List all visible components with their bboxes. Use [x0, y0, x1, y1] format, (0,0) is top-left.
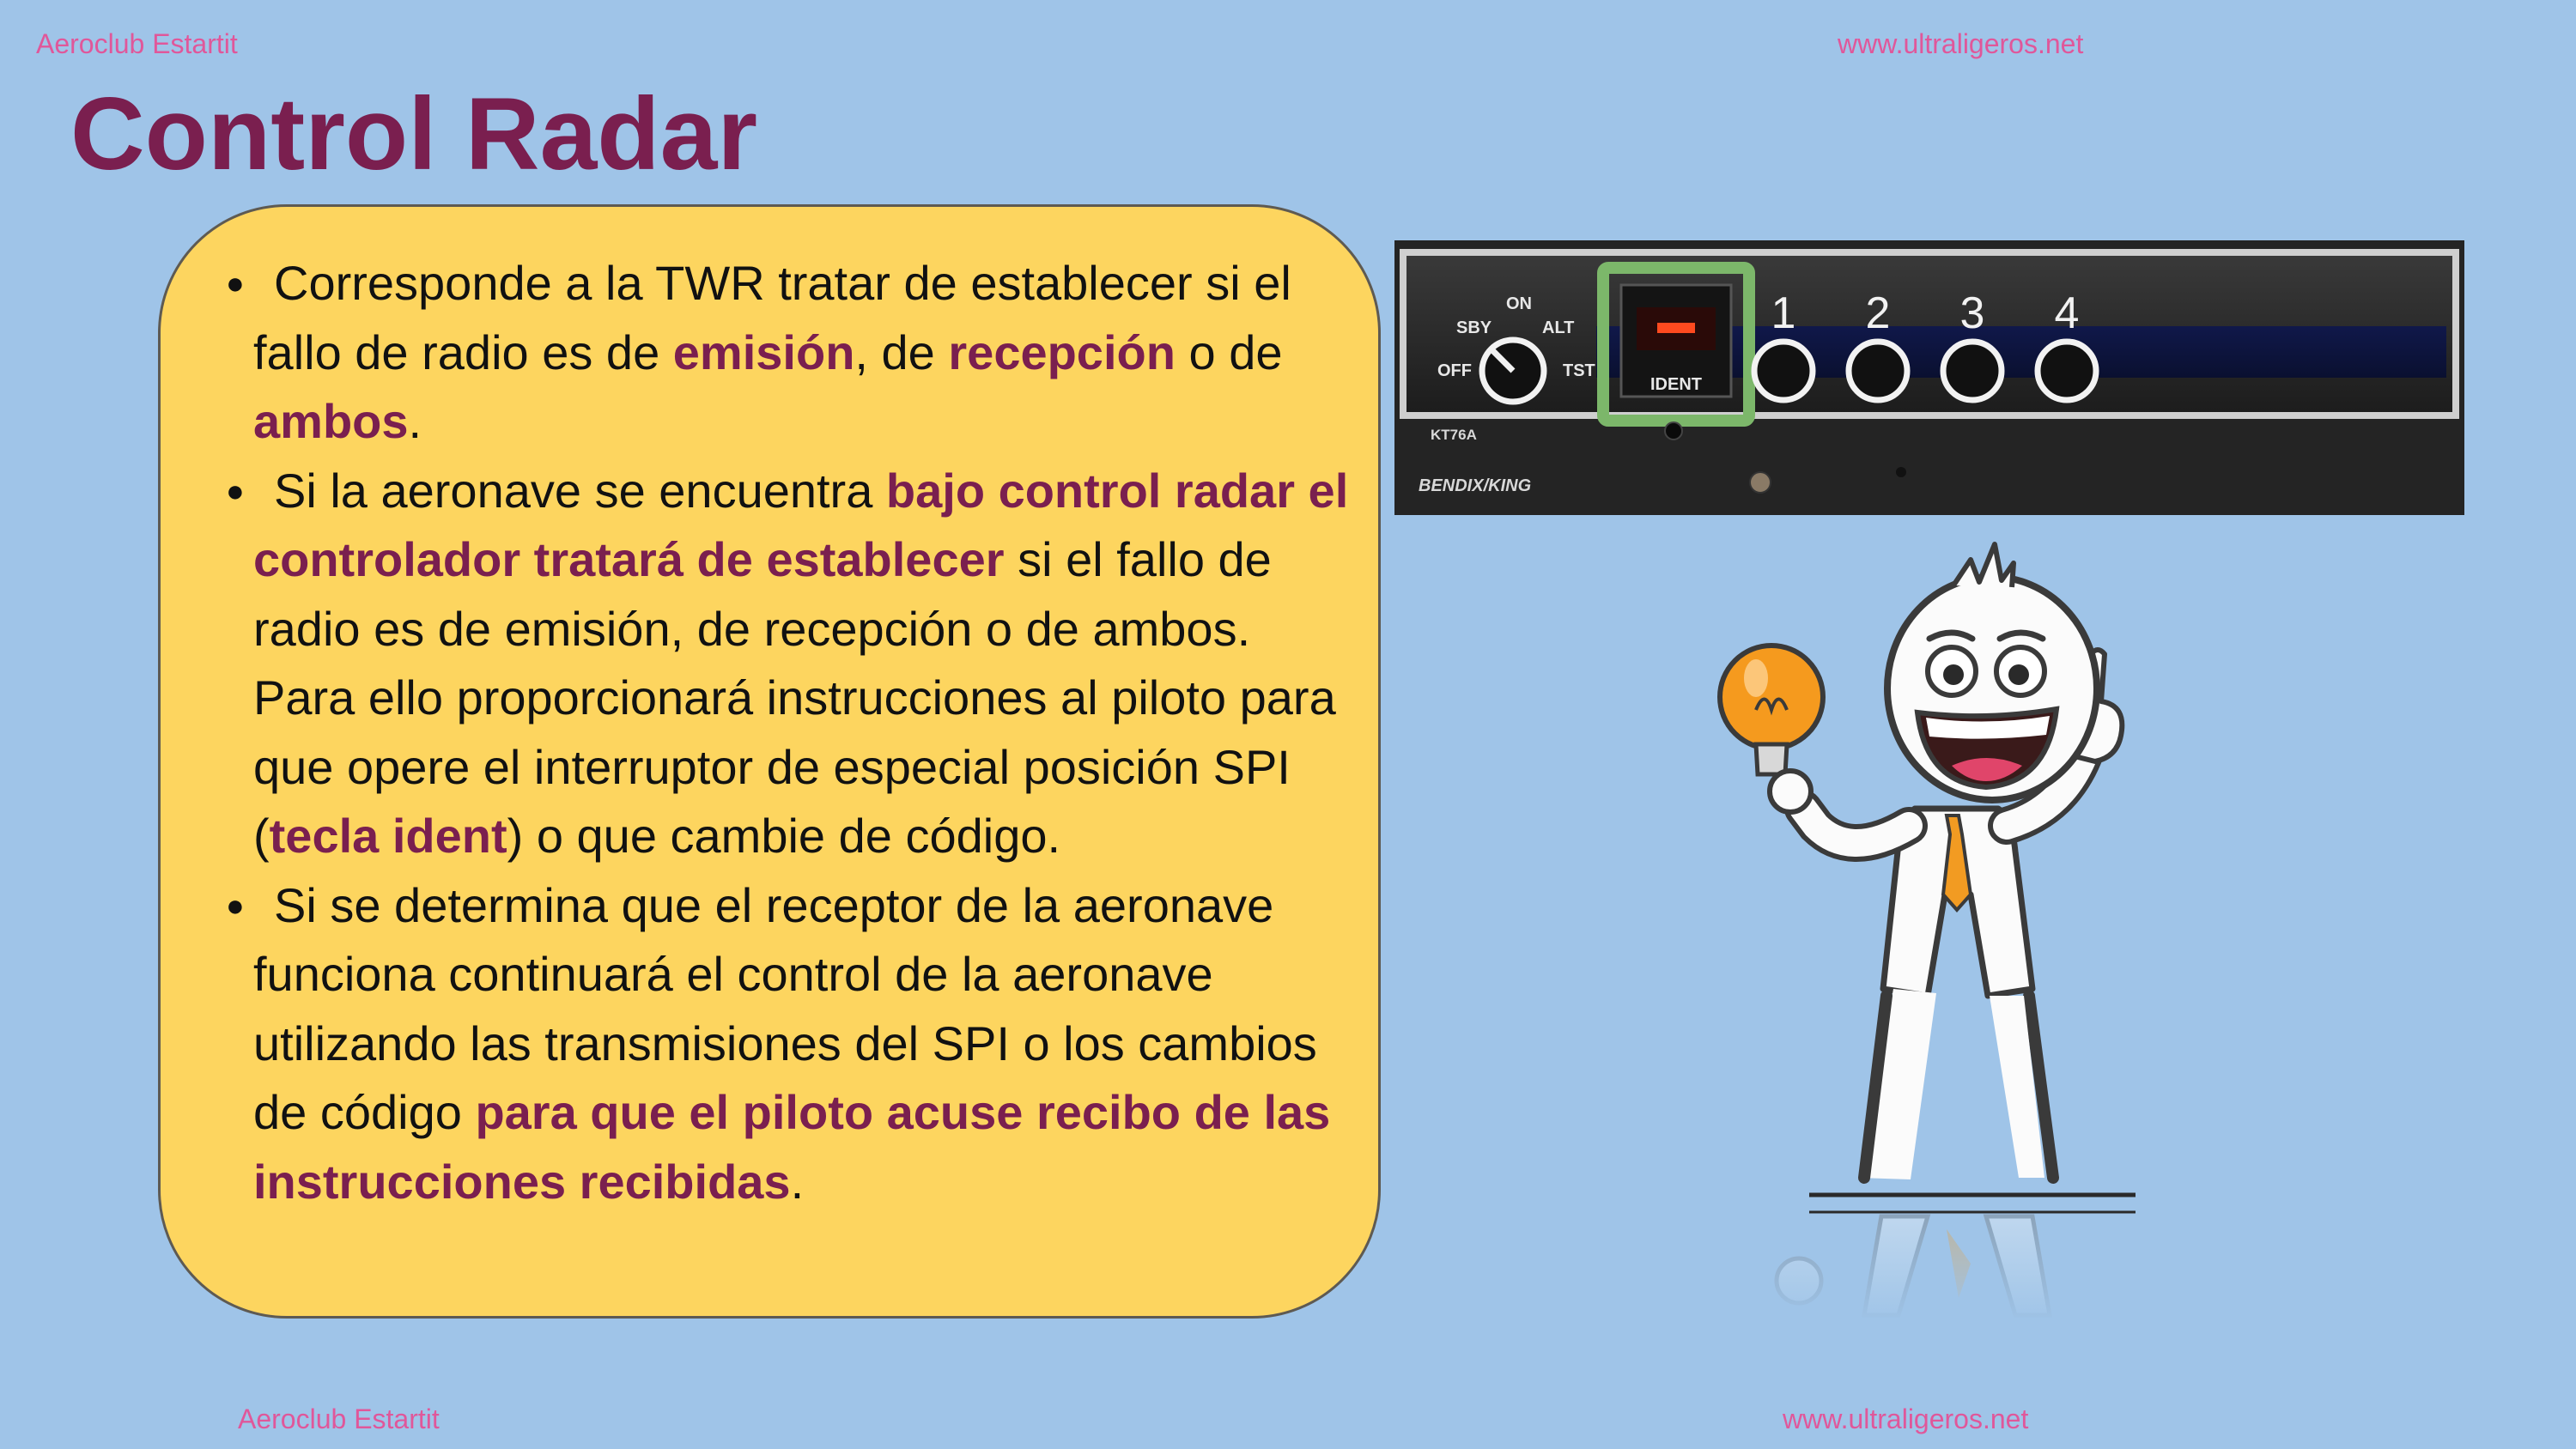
lightbulb-icon [1720, 646, 1823, 774]
character-figure [1720, 544, 2122, 1179]
code-digit-label: 1 [1771, 288, 1796, 338]
code-digit-label: 4 [2054, 288, 2080, 338]
bullet-highlight-text: emisión [672, 324, 855, 379]
brand-label: BENDIX/KING [1419, 476, 1532, 495]
bullet-item [226, 871, 1359, 1217]
mode-selector-knob[interactable] [1482, 340, 1544, 402]
bullet-dot-icon: ● [226, 472, 245, 508]
bullet-highlight-text: para que el piloto acuse recibo de las instrucciones recibidas [253, 1085, 1331, 1209]
model-label: KT76A [1431, 427, 1477, 443]
bullet-text: si el fallo de radio es de emisión, de recepción o de ambos. Para ello proporcionará instrucciones al piloto para que opere el interruptor de especial posición SPI ( [253, 532, 1336, 863]
bullet-text: . [790, 1154, 805, 1209]
bulb-hand [1770, 771, 1811, 812]
slide-title: Control Radar [70, 76, 758, 191]
code-digit-label: 3 [1959, 288, 1985, 338]
bullet-text: Si la aeronave se encuentra [274, 463, 886, 518]
bullet-text: ) o que cambie de código. [507, 809, 1061, 863]
bullet-text: Corresponde a la TWR tratar de establecer si el fallo de radio es de [253, 256, 1291, 379]
ident-label: IDENT [1650, 375, 1702, 394]
label-sby: SBY [1456, 318, 1492, 337]
bullet-highlight-text: recepción [948, 324, 1176, 379]
label-on: ON [1506, 294, 1532, 313]
bullet-text: o de [1175, 324, 1283, 379]
label-tst: TST [1563, 361, 1595, 380]
header-top-left: Aeroclub Estartit [36, 28, 238, 59]
ident-button[interactable] [1603, 268, 1749, 421]
bullet-text: . [408, 394, 422, 448]
label-alt: ALT [1542, 318, 1575, 337]
transponder-panel-image [1394, 240, 2464, 515]
footer-bottom-left: Aeroclub Estartit [238, 1404, 440, 1434]
bullet-item [226, 457, 1359, 871]
hair-tuft [1953, 544, 2014, 587]
bullet-highlight-text: bajo control radar el controlador tratará de establecer [253, 463, 1349, 586]
bullet-list [226, 249, 1359, 1216]
header-top-right: www.ultraligeros.net [1838, 28, 2084, 59]
bullet-text: Si se determina que el receptor de la aeronave funciona continuará el control de la aeronave utilizando las transmisiones del SPI o los cambios de código [253, 877, 1317, 1139]
reply-light [1750, 472, 1771, 493]
cartoon-character-illustration [1713, 525, 2228, 1324]
footer-bottom-right: www.ultraligeros.net [1783, 1404, 2029, 1434]
bullet-text: , de [854, 324, 949, 379]
photocell [1665, 422, 1682, 440]
bullet-item [226, 249, 1359, 457]
panel-screw [1896, 467, 1906, 477]
bullet-highlight-text: ambos [253, 394, 409, 448]
bullet-dot-icon: ● [226, 887, 245, 923]
code-digit-label: 2 [1865, 288, 1891, 338]
bullet-dot-icon: ● [226, 265, 245, 300]
bullet-highlight-text: tecla ident [269, 809, 507, 863]
label-off: OFF [1437, 361, 1472, 380]
